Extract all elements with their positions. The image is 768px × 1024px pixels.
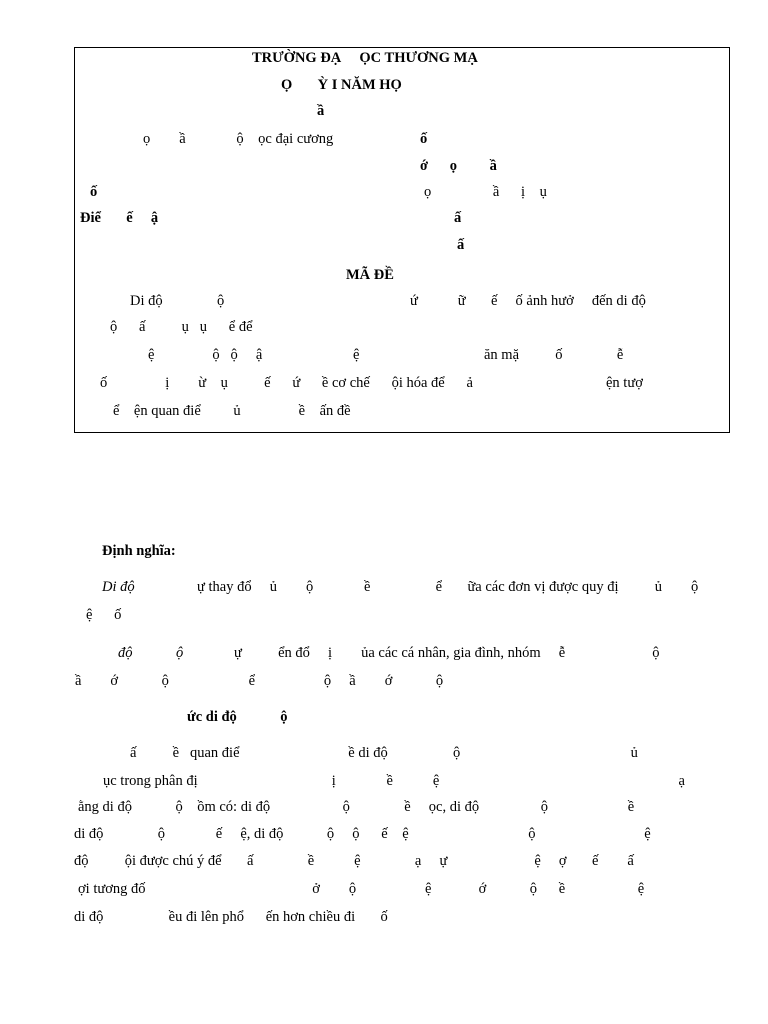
exam-header-line-4: ọ ầ ộ ọc đại cương bbox=[143, 131, 334, 147]
exam-header-line-11: ấ bbox=[457, 237, 465, 253]
body-line-11: ằng di độ ộ ồm có: di độ ộ ề ọc, di độ ộ ề bbox=[78, 799, 635, 815]
exam-header-line-14: ứ ữ ế ố ảnh hưở đến di độ bbox=[410, 293, 646, 309]
exam-header-line-18: ố ị ừ ụ ế ứ ề cơ chế ội hóa để ả bbox=[100, 375, 473, 391]
body-line-3: ự thay đổ ủ ộ ề ể ữa các đơn vị được quy đị ủ ộ bbox=[197, 579, 699, 595]
body-line-4: ệ ố bbox=[86, 607, 122, 623]
exam-header-line-10: ấ bbox=[454, 210, 462, 226]
body-line-8: ức di độ ộ bbox=[187, 709, 288, 725]
exam-header-line-16: ệ ộ ộ ậ ệ bbox=[148, 347, 360, 363]
body-line-15: di độ ều đi lên phổ ến hơn chiều đi ố bbox=[74, 909, 388, 925]
exam-header-line-5: ố bbox=[420, 131, 428, 147]
body-line-1: Định nghĩa: bbox=[102, 543, 176, 559]
exam-header-line-6: ớ ọ ầ bbox=[420, 158, 497, 174]
exam-header-line-17: ăn mặ ố ễ bbox=[484, 347, 624, 363]
body-line-13: độ ội được chú ý để ấ ề ệ ạ ự ệ ợ ế ấ bbox=[74, 853, 634, 869]
body-line-12: di độ ộ ế ệ, di độ ộ ộ ế ệ ộ ệ bbox=[74, 826, 651, 842]
exam-header-line-1: TRƯỜNG ĐẠ ỌC THƯƠNG MẠ bbox=[252, 50, 478, 66]
exam-header-line-19: ện tượ bbox=[606, 375, 643, 391]
body-line-5: độ ộ bbox=[118, 645, 184, 661]
exam-header-line-9: Điể ế ậ bbox=[80, 210, 159, 226]
exam-header-line-3: ầ bbox=[317, 103, 325, 119]
body-line-2: Di độ bbox=[102, 579, 135, 595]
body-line-9: ấ ề quan điể ề di độ ộ ủ bbox=[130, 745, 638, 761]
body-line-7: ầ ớ ộ ể ộ ầ ớ ộ bbox=[75, 673, 444, 689]
exam-header-line-8: ọ ầ ị ụ bbox=[424, 184, 547, 200]
body-line-14: ợi tương đố ở ộ ệ ớ ộ ề ệ bbox=[78, 881, 645, 897]
body-line-10: ục trong phân đị ị ề ệ ạ bbox=[103, 773, 685, 789]
exam-header-line-2: Ọ Ỳ I NĂM HỌ bbox=[281, 77, 402, 93]
exam-header-line-13: Di độ ộ bbox=[130, 293, 225, 309]
exam-header-line-20: ể ện quan điể ủ ề ấn đề bbox=[113, 403, 351, 419]
body-line-6: ự ển đổ ị ủa các cá nhân, gia đình, nhóm ễ ộ bbox=[234, 645, 660, 661]
exam-header-line-12: MÃ ĐỀ bbox=[346, 267, 394, 283]
exam-header-line-15: ộ ấ ụ ụ ể để bbox=[110, 319, 253, 335]
exam-header-line-7: ố bbox=[90, 184, 98, 200]
